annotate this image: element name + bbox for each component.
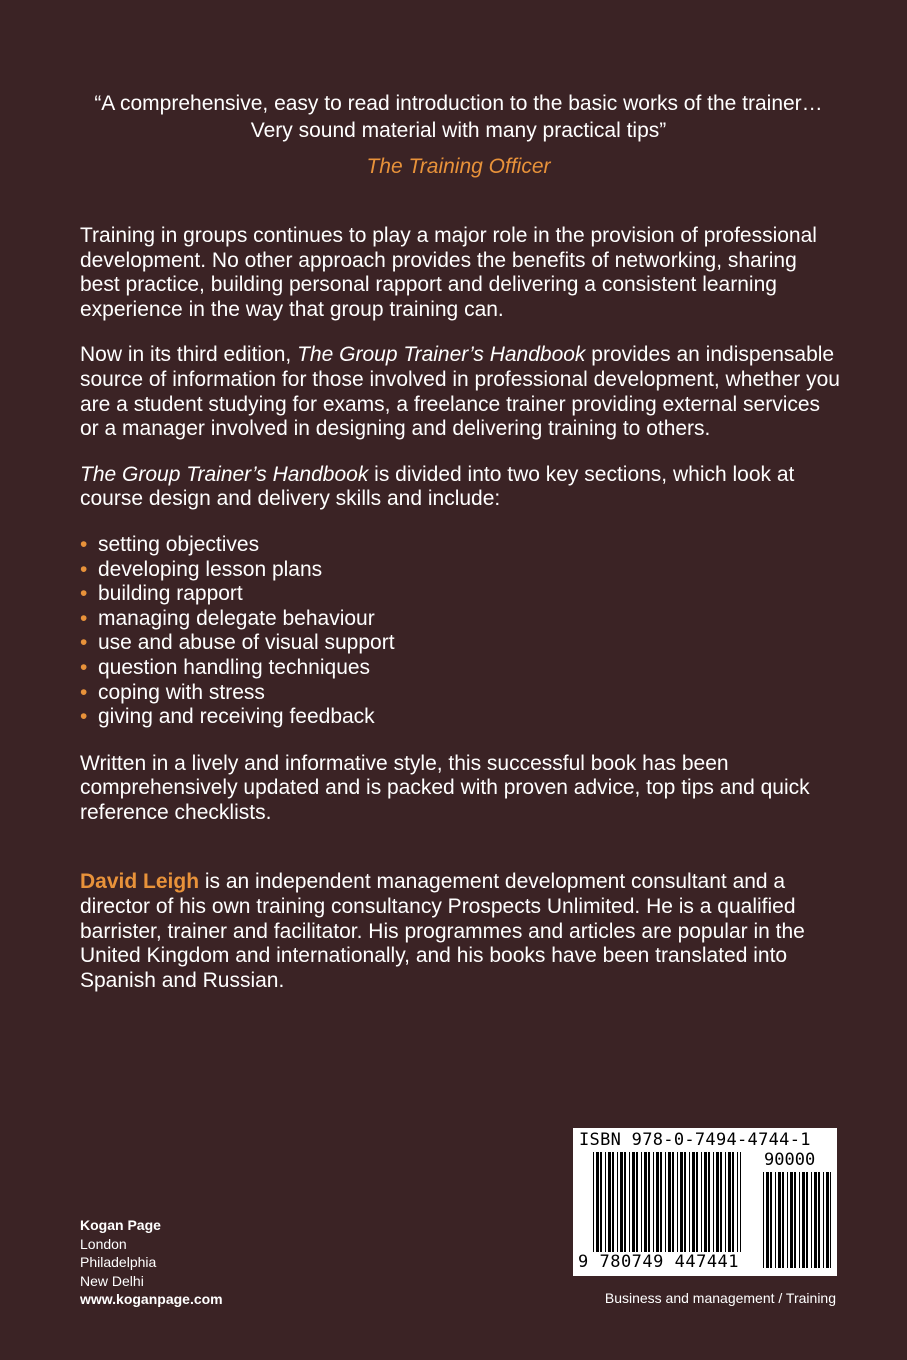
list-item: • coping with stress [80, 681, 840, 706]
barcode-bar [766, 1172, 769, 1268]
edition-lead: Now in its third edition, [80, 343, 298, 367]
barcode-bar [814, 1172, 817, 1268]
publisher-name: Kogan Page [80, 1217, 161, 1233]
author-name: David Leigh [80, 870, 200, 894]
barcode-bar [677, 1152, 678, 1252]
quote-line-2: Very sound material with many practical tips” [250, 119, 667, 142]
sections-paragraph [80, 463, 840, 512]
barcode-bar [790, 1172, 793, 1268]
list-item: • question handling techniques [80, 656, 840, 681]
barcode-bar [648, 1152, 650, 1252]
author-bio-text: is an independent management development consultant and a director of his own training consultancy Prospects Unlimited. He is a qualified barrister, trainer and facilitator. His programmes and articles are popular in the United Kingdom and internationally, and his books have been translated into Spanish and Russian. [80, 870, 805, 992]
list-item: • giving and receiving feedback [80, 705, 840, 730]
edition-paragraph [80, 343, 840, 441]
barcode-bar [778, 1172, 781, 1268]
barcode-bar [763, 1172, 764, 1268]
barcode-bar [737, 1152, 738, 1252]
barcode-bar [665, 1152, 666, 1252]
quote-line-1: “A comprehensive, easy to read introduction to the basic works of the trainer… [94, 92, 823, 115]
publisher-city: London [80, 1235, 127, 1252]
barcode-bar [605, 1152, 606, 1252]
barcode-bar [701, 1152, 702, 1252]
barcode-bar [629, 1152, 630, 1252]
barcode-bar [708, 1152, 710, 1252]
edition-rest: provides an indispensable source of information for those involved in professional development, whether you are a student studying for exams, a freelance trainer providing external services or a manager involved in designing and delivering training to others. [80, 343, 840, 441]
closing-paragraph: Written in a lively and informative style, this successful book has been comprehensively updated and is packed with proven advice, top tips and quick reference checklists. [80, 751, 810, 824]
barcode-number: 9 780749 447441 [578, 1252, 740, 1272]
barcode-bar [593, 1152, 594, 1252]
book-title: The Group Trainer’s Handbook [297, 343, 586, 367]
list-item: • managing delegate behaviour [80, 607, 840, 632]
list-item: • developing lesson plans [80, 558, 840, 583]
isbn-label: ISBN 978-0-7494-4744-1 [579, 1130, 811, 1150]
barcode-bar [732, 1152, 734, 1252]
topic-list [80, 533, 840, 730]
barcode-bar [636, 1152, 638, 1252]
barcode-bar [782, 1172, 784, 1268]
barcode-bar [775, 1172, 776, 1268]
barcode-bar [624, 1152, 626, 1252]
barcode-bar [600, 1152, 602, 1252]
barcode-bar [823, 1172, 824, 1268]
barcode-bar [770, 1172, 772, 1268]
barcode-bar [617, 1152, 618, 1252]
barcode-bar [684, 1152, 686, 1252]
barcode-addon-number: 90000 [764, 1150, 816, 1170]
barcode-bar [656, 1152, 659, 1252]
barcode-bar [692, 1152, 695, 1252]
barcode-bar [620, 1152, 623, 1252]
barcode-bar [672, 1152, 674, 1252]
author-bio [80, 870, 840, 993]
publisher-city: New Delhi [80, 1272, 144, 1289]
list-item: • setting objectives [80, 533, 840, 558]
barcode-bar [725, 1152, 726, 1252]
barcode-bar [704, 1152, 707, 1252]
barcode-bar [802, 1172, 805, 1268]
barcode-bar [720, 1152, 722, 1252]
quote-source: The Training Officer [366, 155, 551, 178]
list-item: • building rapport [80, 582, 840, 607]
barcode-bar [644, 1152, 647, 1252]
barcode-bar [818, 1172, 820, 1268]
barcode-bar [689, 1152, 690, 1252]
barcode-bar [728, 1152, 731, 1252]
barcode-bar [696, 1152, 698, 1252]
list-item: • use and abuse of visual support [80, 631, 840, 656]
blurb [80, 224, 840, 1014]
barcode-bar [653, 1152, 654, 1252]
sections-rest: is divided into two key sections, which look at course design and delivery skills and include: [80, 462, 795, 511]
barcode-bar [680, 1152, 683, 1252]
barcode-bar [830, 1172, 831, 1268]
barcode-bar [713, 1152, 714, 1252]
barcode-bar [740, 1152, 741, 1252]
intro-paragraph: Training in groups continues to play a major role in the provision of professional development. No other approach provides the benefits of networking, sharing best practice, building personal rapport and delivering a consistent learning experience in the way that group training can. [80, 224, 817, 321]
publisher-website: www.koganpage.com [80, 1291, 223, 1307]
barcode-bar [826, 1172, 829, 1268]
publisher-block [80, 1216, 223, 1309]
barcode-bar [668, 1152, 671, 1252]
barcode-bar [787, 1172, 788, 1268]
category-label: Business and management / Training [604, 1290, 836, 1306]
barcode-bar [641, 1152, 642, 1252]
book-title: The Group Trainer’s Handbook [80, 462, 369, 486]
barcode-bar [608, 1152, 611, 1252]
barcode-bar [716, 1152, 719, 1252]
barcode-bar [794, 1172, 796, 1268]
review-quote [60, 90, 857, 180]
barcode-bar [811, 1172, 812, 1268]
barcode-bar [596, 1152, 599, 1252]
publisher-city: Philadelphia [80, 1254, 157, 1270]
barcode-bar [612, 1152, 614, 1252]
barcode-bar [806, 1172, 808, 1268]
isbn-barcode [573, 1128, 837, 1276]
barcode-bar [632, 1152, 635, 1252]
barcode-bar [660, 1152, 662, 1252]
barcode-bar [799, 1172, 800, 1268]
